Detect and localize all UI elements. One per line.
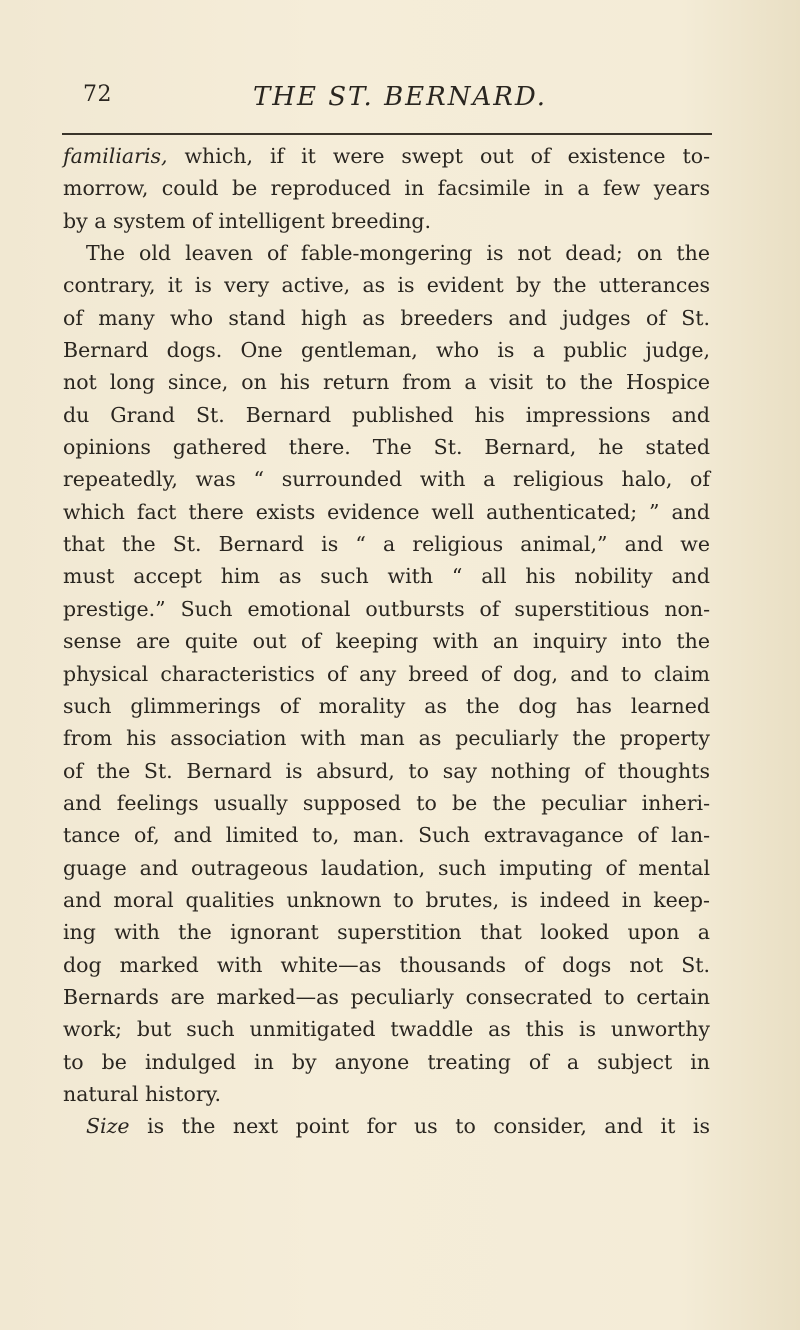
text-line-29: to be indulged in by anyone treating of a subject in — [63, 1049, 710, 1074]
text-line-13: that the St. Bernard is “ a religious animal,” and we — [63, 532, 710, 557]
text-line-9: du Grand St. Bernard published his impressions and — [63, 402, 710, 427]
text-line-21: and feelings usually supposed to be the peculiar inheri- — [63, 790, 710, 815]
text-line-6: of many who stand high as breeders and judges of St. — [63, 305, 710, 330]
text-line-7: Bernard dogs. One gentleman, who is a public judge, — [63, 338, 710, 363]
text-line-26: dog marked with white—as thousands of dogs not St. — [63, 952, 710, 977]
page-header — [40, 82, 760, 122]
text-line-20: of the St. Bernard is absurd, to say nothing of thoughts — [63, 758, 710, 783]
text-line-3: by a system of intelligent breeding. — [63, 208, 432, 233]
text-line-2: morrow, could be reproduced in facsimile in a few years — [63, 176, 710, 201]
text-line-16: sense are quite out of keeping with an inquiry into the — [63, 629, 710, 654]
text-line-10: opinions gathered there. The St. Bernard, he stated — [63, 435, 710, 460]
text-line-4: The old leaven of fable-mongering is not dead; on the — [86, 241, 710, 266]
text-line-14: must accept him as such with “ all his nobility and — [63, 564, 710, 589]
header-rule — [62, 133, 712, 135]
text-line-27: Bernards are marked—as peculiarly consecrated to certain — [63, 984, 710, 1009]
text-line-17: physical characteristics of any breed of dog, and to claim — [63, 661, 710, 686]
text-line-15: prestige.” Such emotional outbursts of superstitious non- — [63, 596, 710, 621]
text-line-5: contrary, it is very active, as is evident by the utterances — [63, 273, 710, 298]
running-head: THE ST. BERNARD. — [252, 82, 548, 112]
text-line-22: tance of, and limited to, man. Such extravagance of lan- — [63, 823, 710, 848]
text-line-31 — [63, 1110, 710, 1142]
text-line-28: work; but such unmitigated twaddle as this is unworthy — [63, 1017, 710, 1042]
text-line-12: which fact there exists evidence well authenticated; ” and — [63, 499, 710, 524]
text-line-19: from his association with man as peculiarly the property — [63, 726, 710, 751]
italic-word: Size — [86, 1114, 130, 1139]
text-line-25: ing with the ignorant superstition that looked upon a — [63, 920, 710, 945]
page-number: 72 — [83, 82, 112, 107]
text-line-30: natural history. — [63, 1081, 221, 1106]
line-text: which, if it were swept out of existence to- — [167, 144, 710, 168]
text-line-1 — [63, 140, 710, 172]
text-line-23: guage and outrageous laudation, such imputing of mental — [63, 855, 710, 880]
italic-word: familiaris, — [63, 144, 168, 168]
text-line-11: repeatedly, was “ surrounded with a religious halo, of — [63, 467, 710, 492]
body-text — [63, 140, 710, 1143]
text-line-24: and moral qualities unknown to brutes, is indeed in keep- — [63, 887, 710, 912]
text-line-8: not long since, on his return from a visit to the Hospice — [63, 370, 710, 395]
line-text: is the next point for us to consider, and it is — [129, 1114, 710, 1139]
text-line-18: such glimmerings of morality as the dog has learned — [63, 693, 710, 718]
